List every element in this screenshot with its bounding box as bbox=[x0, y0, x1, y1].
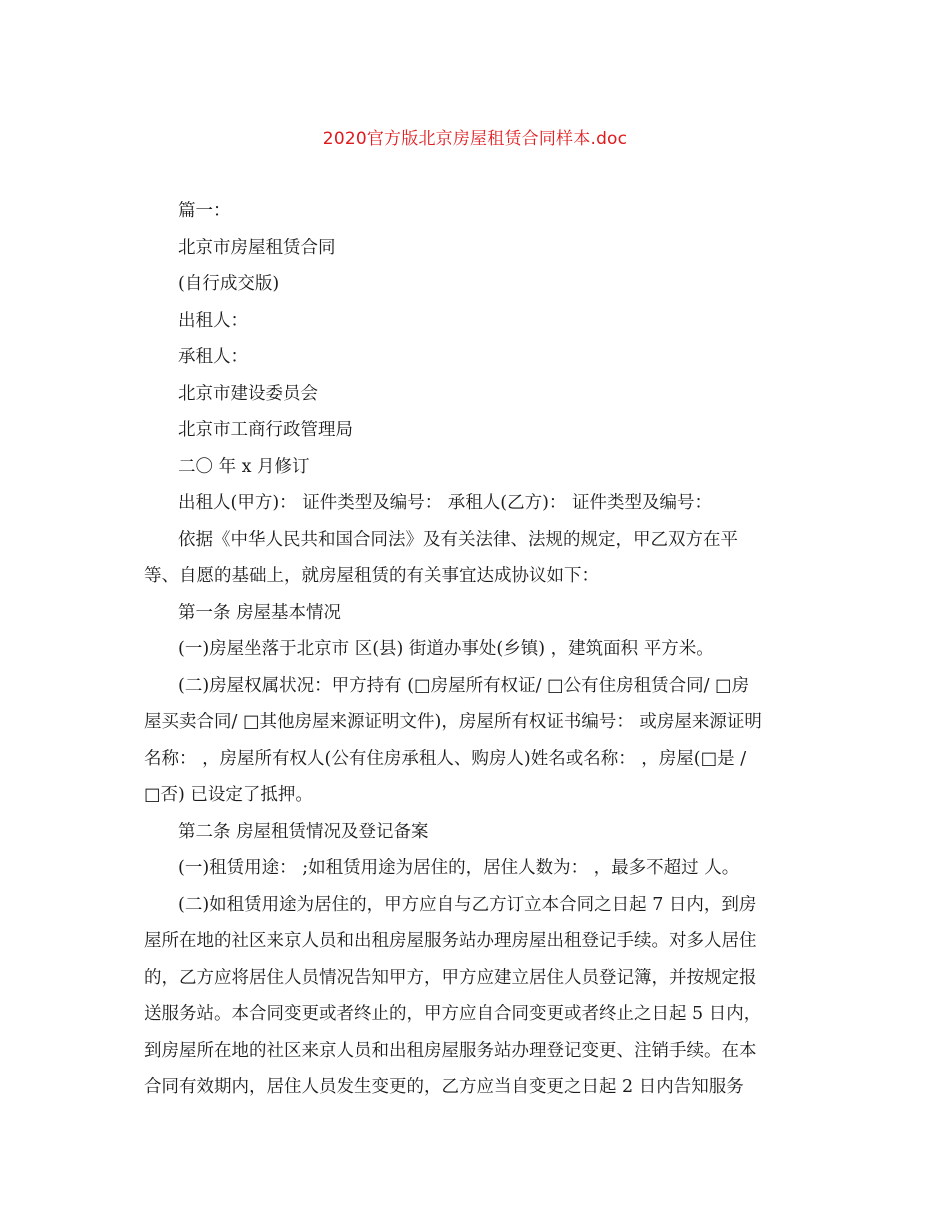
section-heading: 第二条 房屋租赁情况及登记备案 bbox=[178, 821, 429, 842]
text-line: 屋买卖合同/ □其他房屋来源证明文件)，房屋所有权证书编号： 或房屋来源证明 bbox=[144, 712, 762, 732]
text-line: 出租人： bbox=[178, 310, 248, 331]
text-line: 名称： ，房屋所有权人(公有住房承租人、购房人)姓名或名称： ，房屋(□是 / bbox=[144, 748, 747, 769]
text-line: (自行成交版) bbox=[178, 274, 280, 294]
text-line: 篇一： bbox=[178, 201, 231, 221]
text-line: 二〇 年 x 月修订 bbox=[178, 456, 310, 477]
section-heading: 第一条 房屋基本情况 bbox=[178, 602, 342, 623]
text-line: (一)租赁用途： ;如租赁用途为居住的，居住人数为： ，最多不超过 人。 bbox=[178, 858, 740, 878]
text-line: 出租人(甲方)： 证件类型及编号： 承租人(乙方)： 证件类型及编号： bbox=[178, 493, 712, 513]
text-line: (二)如租赁用途为居住的，甲方应自与乙方订立本合同之日起 7 日内，到房 bbox=[178, 894, 757, 915]
text-line: 到房屋所在地的社区来京人员和出租房屋服务站办理登记变更、注销手续。在本 bbox=[144, 1040, 757, 1061]
text-line: (一)房屋坐落于北京市 区(县) 街道办事处(乡镇) ，建筑面积 平方米。 bbox=[178, 639, 714, 659]
text-line: □否) 已设定了抵押。 bbox=[144, 785, 313, 805]
text-line: 屋所在地的社区来京人员和出租房屋服务站办理房屋出租登记手续。对多人居住 bbox=[144, 931, 757, 951]
text-line: 依据《中华人民共和国合同法》及有关法律、法规的规定，甲乙双方在平 bbox=[178, 529, 738, 550]
text-line: 送服务站。本合同变更或者终止的，甲方应自合同变更或者终止之日起 5 日内， bbox=[144, 1004, 762, 1024]
document-title: 2020官方版北京房屋租赁合同样本.doc bbox=[322, 129, 628, 149]
text-line: (二)房屋权属状况：甲方持有 (□房屋所有权证/ □公有住房租赁合同/ □房 bbox=[178, 675, 750, 696]
text-line: 承租人： bbox=[178, 347, 248, 367]
text-line: 北京市工商行政管理局 bbox=[178, 420, 353, 440]
text-line: 合同有效期内，居住人员发生变更的，乙方应当自变更之日起 2 日内告知服务 bbox=[144, 1077, 744, 1097]
text-line: 等、自愿的基础上，就房屋租赁的有关事宜达成协议如下： bbox=[144, 566, 599, 586]
text-line: 北京市建设委员会 bbox=[178, 383, 318, 404]
text-line: 的，乙方应将居住人员情况告知甲方，甲方应建立居住人员登记簿，并按规定报 bbox=[144, 967, 757, 988]
text-line: 北京市房屋租赁合同 bbox=[178, 237, 336, 258]
document-body bbox=[144, 193, 784, 1106]
